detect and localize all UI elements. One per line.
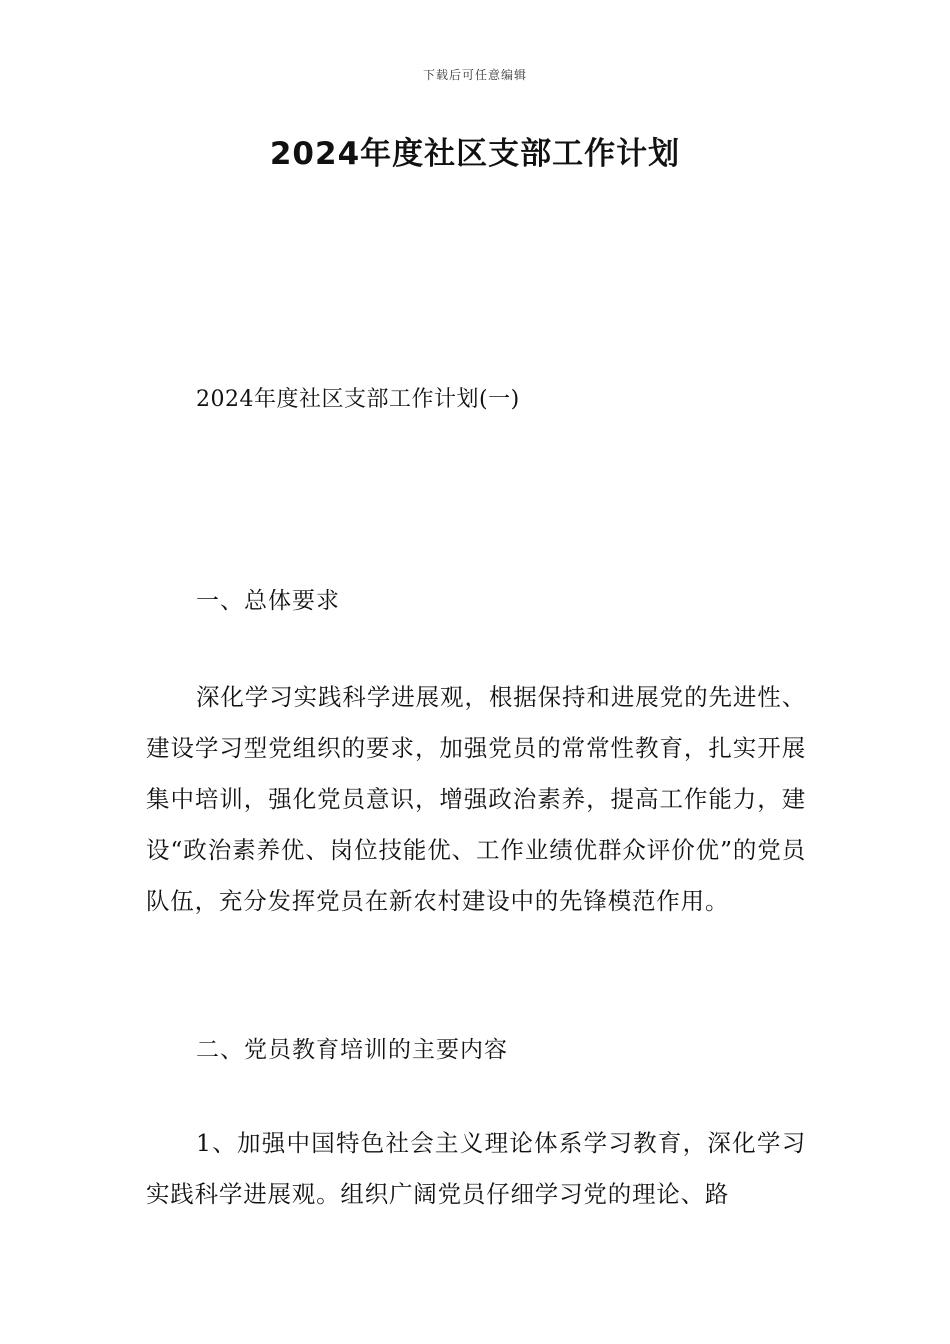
document-title: 2024年度社区支部工作计划 bbox=[269, 136, 681, 172]
paragraph-training-content: 1、加强中国特色社会主义理论体系学习教育，深化学习实践科学进展观。组织广阔党员仔细学习党的理论、路 bbox=[146, 1129, 806, 1208]
section-heading-training-content: 二、党员教育培训的主要内容 bbox=[196, 1037, 508, 1063]
header-note: 下载后可任意编辑 bbox=[422, 68, 527, 82]
document-subtitle: 2024年度社区支部工作计划(一) bbox=[196, 387, 520, 412]
paragraph-general-requirements: 深化学习实践科学进展观，根据保持和进展党的先进性、建设学习型党组织的要求，加强党员的常常性教育，扎实开展集中培训，强化党员意识，增强政治素养，提高工作能力，建设“政治素养优、岗位技能优、工作业绩优群众评价优”的党员队伍，充分发挥党员在新农村建设中的先锋模范作用。 bbox=[146, 683, 806, 915]
section-heading-general-requirements: 一、总体要求 bbox=[196, 588, 340, 614]
